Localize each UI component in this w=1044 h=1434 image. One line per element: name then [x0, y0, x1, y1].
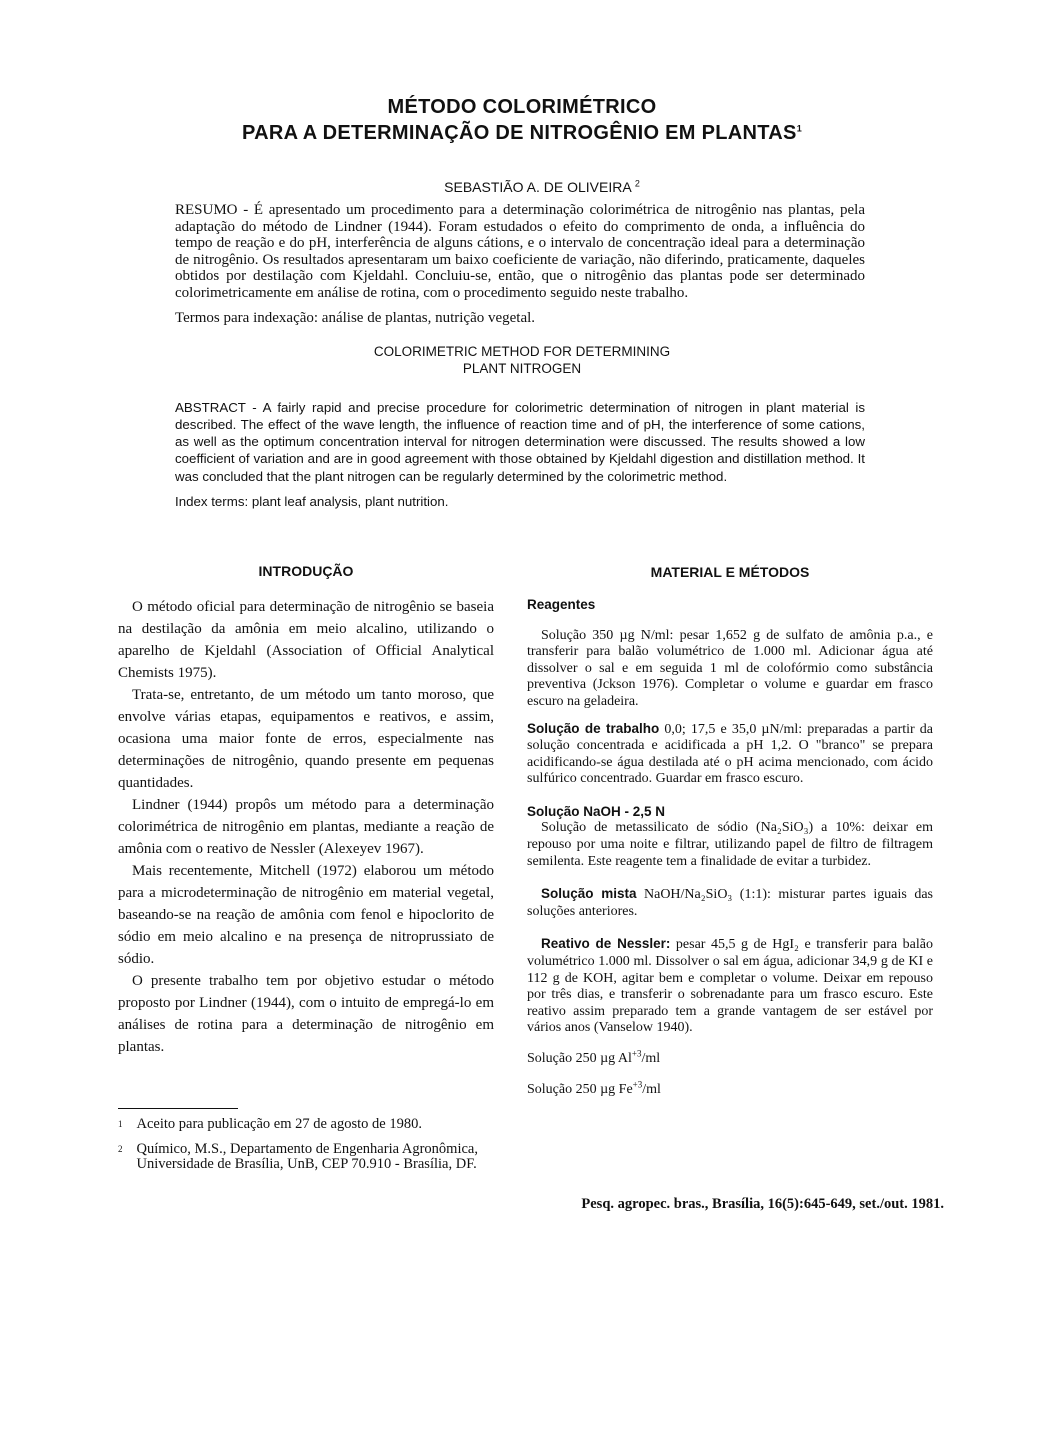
- paragraph: [527, 886, 933, 920]
- paragraph: Lindner (1944) propôs um método para a determinação colorimétrica de nitrogênio em plantas, mediante a reação de amônia com o reativo de Nessler (Alexeyev 1967).: [118, 797, 494, 858]
- introducao-column: [118, 560, 494, 1058]
- journal-footer: Pesq. agropec. bras., Brasília, 16(5):645-649, set./out. 1981.: [581, 1196, 944, 1213]
- footnote-mark: 1: [796, 123, 802, 134]
- index-terms: Index terms: plant leaf analysis, plant nutrition.: [175, 494, 449, 510]
- paragraph: O presente trabalho tem por objetivo estudar o método proposto por Lindner (1944), com o intuito de empregá-lo em análises de rotina para a determinação de nitrogênio em plantas.: [118, 973, 494, 1056]
- english-title-line-2: PLANT NITROGEN: [462, 360, 582, 376]
- left-column: [118, 560, 494, 1172]
- text: pesar 45,5 g de HgI₂ e transferir para balão volumétrico 1.000 ml. Dissolver o sal em água, adicionar 34,9 g de KI e 112 g de KOH, agitar bem e completar o volume. Deixar em repouso por três dias, e transferir o sobrenadante para um frasco escuro. Este reativo assim preparado tem a grande vantagem de ser estável por vários anos (Vanselow 1940).: [527, 937, 933, 1036]
- paragraph: Trata-se, entretanto, de um método um tanto moroso, que envolve várias etapas, equipamentos e reativos, e assim, ocasiona uma maior fonte de erros, especialmente nas determinações de nitrogênio, quando presente em pequenas quantidades.: [118, 687, 494, 792]
- title-line-2: [0, 120, 1044, 146]
- footnote-text: Aceito para publicação em 27 de agosto de 1980.: [136, 1116, 422, 1133]
- paragraph: [527, 721, 933, 788]
- footnotes: [118, 1117, 494, 1172]
- label: Reativo de Nessler:: [541, 936, 671, 952]
- text: 0,0; 17,5 e 35,0 µN/ml: preparadas a partir da solução concentrada e acidificada a pH 1,2. O "branco" se prepara acidificando-se água destilada até o pH acima mencionado, com ácido sulfúrico concentrado. Guardar em frasco escuro.: [527, 721, 933, 787]
- resumo: RESUMO - É apresentado um procedimento para a determinação colorimétrica de nitrogênio nas plantas, pela adaptação do método de Lindner (1944). Foram estudados o efeito do comprimento de onda, a influência do tempo de reação e do pH, interferência de alguns cátions, e o intervalo de concentração ideal para a determinação de nitrogênio. Os resultados apresentaram um baixo coeficiente de variação, não diferindo, praticamente, daqueles obtidos por destilação com Kjeldahl. Concluiu-se, então, que o nitrogênio das plantas pode ser determinado colorimetricamente em análise de rotina, com o procedimento seguido neste trabalho.: [175, 202, 865, 301]
- footnote-mark: 1: [118, 1119, 123, 1130]
- label: Solução de trabalho: [527, 720, 660, 736]
- footnote-rule: [118, 1108, 238, 1109]
- solution-fe: [527, 1078, 933, 1099]
- title-line-1: MÉTODO COLORIMÉTRICO: [387, 96, 657, 118]
- material-heading: MATERIAL E MÉTODOS: [650, 564, 810, 581]
- text: /ml: [641, 1051, 661, 1066]
- superscript: +3: [631, 1048, 642, 1059]
- footnote-1: [118, 1117, 494, 1132]
- footnote-mark: 2: [634, 178, 640, 189]
- paragraph: O método oficial para determinação de nitrogênio se baseia na destilação da amônia em meio alcalino, utilizando o aparelho de Kjeldahl (Association of Official Analytical Chemists 1975).: [118, 599, 494, 682]
- footnote-2: [118, 1142, 494, 1172]
- paragraph: Mais recentemente, Mitchell (1972) elaborou um método para a microdeterminação de nitrogênio em material vegetal, baseando-se na reação de amônia com fenol e hipoclorito de sódio em meio alcalino e na presença de nitroprussiato de sódio.: [118, 863, 494, 968]
- two-columns: [0, 560, 1044, 1172]
- introducao-heading: INTRODUÇÃO: [258, 563, 354, 580]
- solution-al: [527, 1048, 933, 1068]
- english-title: [0, 343, 1044, 377]
- termos-indexacao: Termos para indexação: análise de plantas, nutrição vegetal.: [175, 309, 536, 326]
- author: [0, 178, 1044, 196]
- text: /ml: [642, 1081, 661, 1097]
- label: Solução NaOH - 2,5 N: [527, 803, 666, 819]
- footnote-mark: 2: [118, 1144, 123, 1155]
- paragraph: Solução 350 µg N/ml: pesar 1,652 g de sulfato de amônia p.a., e transferir para balão volumétrico de 1.000 ml. Adicionar água até dissolver o sal e em seguida 1 ml de colofórmio como substância preventiva (Jckson 1976). Completar o volume e guardar em frasco escuro na geladeira.: [527, 627, 933, 709]
- title-text: PARA A DETERMINAÇÃO DE NITROGÊNIO EM PLANTAS: [242, 122, 797, 144]
- text: Solução 250 µg Fe: [527, 1081, 633, 1097]
- reagentes-subheading: Reagentes: [527, 596, 596, 612]
- footnote-text: Químico, M.S., Departamento de Engenharia Agronômica, Universidade de Brasília, UnB, CEP 70.910 - Brasília, DF.: [136, 1141, 478, 1173]
- label: Solução mista: [541, 886, 637, 902]
- paragraph: [527, 936, 933, 1037]
- text: NaOH/Na₂SiO₃ (1:1): misturar partes iguais das soluções anteriores.: [527, 887, 933, 919]
- author-name: SEBASTIÃO A. DE OLIVEIRA: [444, 179, 631, 195]
- material-column: [527, 560, 933, 1108]
- text: Solução 250 µg Al: [527, 1051, 632, 1066]
- english-title-line-1: COLORIMETRIC METHOD FOR DETERMINING: [373, 343, 671, 359]
- superscript: +3: [632, 1078, 643, 1089]
- paragraph: Solução de metassilicato de sódio (Na₂SiO₃) a 10%: deixar em repouso por uma noite e filtrar, utilizando papel de filtro de filtragem semilenta. Este reagente tem a finalidade de evitar a turbidez.: [527, 820, 933, 869]
- abstract: ABSTRACT - A fairly rapid and precise procedure for colorimetric determination of nitrogen in plant material is described. The effect of the wave length, the influence of reaction time and of pH, the interference of some cations, as well as the optimum concentration interval for nitrogen determination were discussed. The results showed a low coefficient of variation and are in good agreement with those obtained by Kjeldahl digestion and distillation method. It was concluded that the plant nitrogen can be regularly determined by the colorimetric method.: [175, 399, 865, 484]
